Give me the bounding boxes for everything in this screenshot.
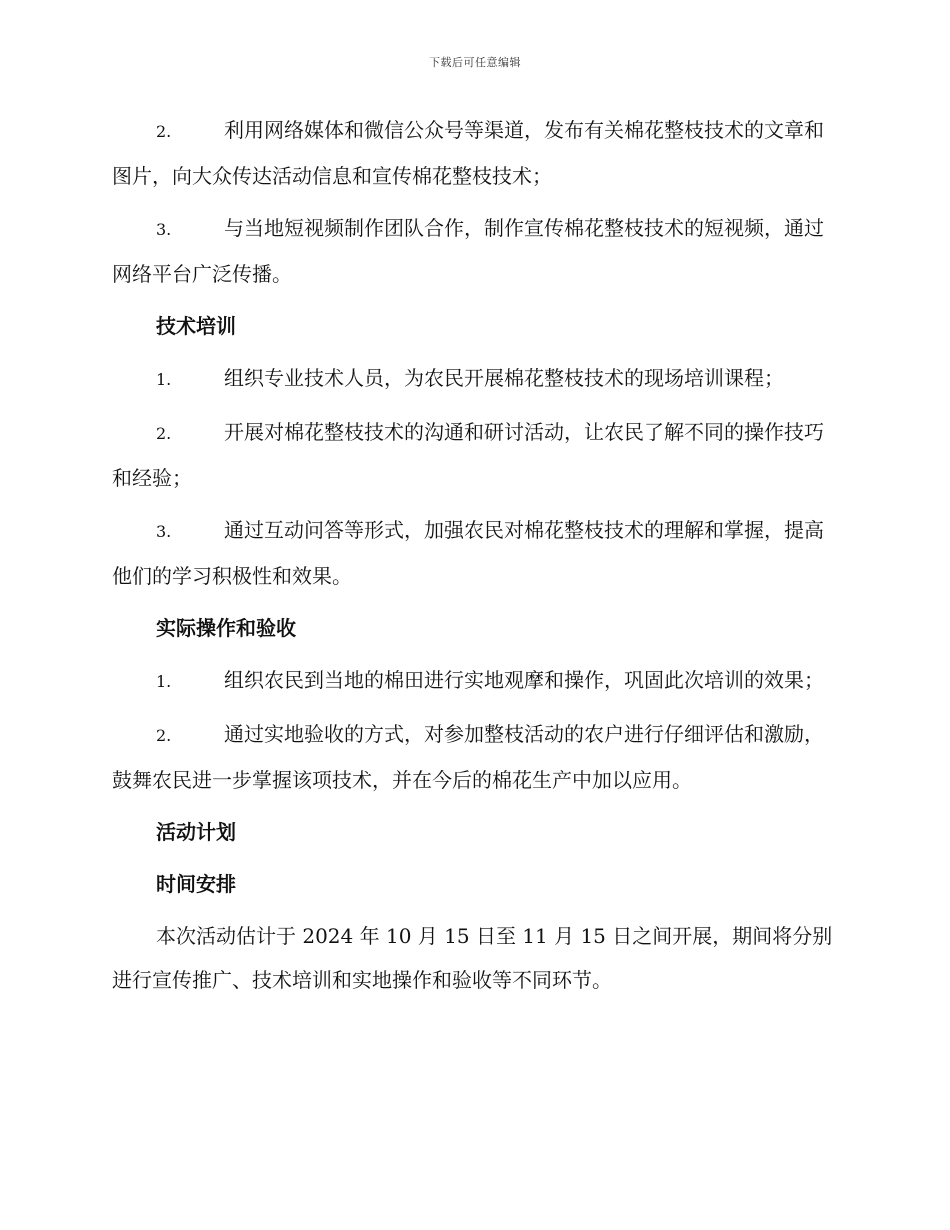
- list-number: 2.: [156, 424, 172, 443]
- list-number: 1.: [156, 370, 172, 389]
- document-body: [112, 108, 834, 1002]
- section-heading: 活动计划: [156, 820, 236, 844]
- list-item: [112, 508, 834, 598]
- list-text: 利用网络媒体和微信公众号等渠道，发布有关棉花整枝技术的文章和图片，向大众传达活动信息和宣传棉花整枝技术；: [112, 118, 824, 188]
- list-item: [112, 410, 834, 500]
- list-text: 通过实地验收的方式，对参加整枝活动的农户进行仔细评估和激励，鼓舞农民进一步掌握该项技术，并在今后的棉花生产中加以应用。: [112, 722, 824, 792]
- list-item: [112, 712, 834, 802]
- subsection-heading: 时间安排: [156, 872, 236, 896]
- list-text: 通过互动问答等形式，加强农民对棉花整枝技术的理解和掌握，提高他们的学习积极性和效果。: [112, 518, 824, 588]
- section-heading: 技术培训: [156, 314, 236, 338]
- list-number: 2.: [156, 122, 172, 141]
- list-text: 组织专业技术人员，为农民开展棉花整枝技术的现场培训课程；: [224, 366, 784, 390]
- section-heading: 实际操作和验收: [156, 616, 296, 640]
- page-header: 下载后可任意编辑: [429, 56, 521, 69]
- body-paragraph: 本次活动估计于 2024 年 10 月 15 日至 11 月 15 日之间开展，期间将分别进行宣传推广、技术培训和实地操作和验收等不同环节。: [112, 924, 833, 992]
- list-number: 1.: [156, 672, 172, 691]
- list-item: [112, 356, 834, 402]
- list-item: [112, 658, 834, 704]
- list-number: 3.: [156, 220, 172, 239]
- list-text: 开展对棉花整枝技术的沟通和研讨活动，让农民了解不同的操作技巧和经验；: [112, 420, 824, 490]
- list-item: [112, 108, 834, 198]
- list-number: 3.: [156, 522, 172, 541]
- list-text: 组织农民到当地的棉田进行实地观摩和操作，巩固此次培训的效果；: [224, 668, 824, 692]
- list-text: 与当地短视频制作团队合作，制作宣传棉花整枝技术的短视频，通过网络平台广泛传播。: [112, 216, 824, 286]
- list-number: 2.: [156, 726, 172, 745]
- list-item: [112, 206, 834, 296]
